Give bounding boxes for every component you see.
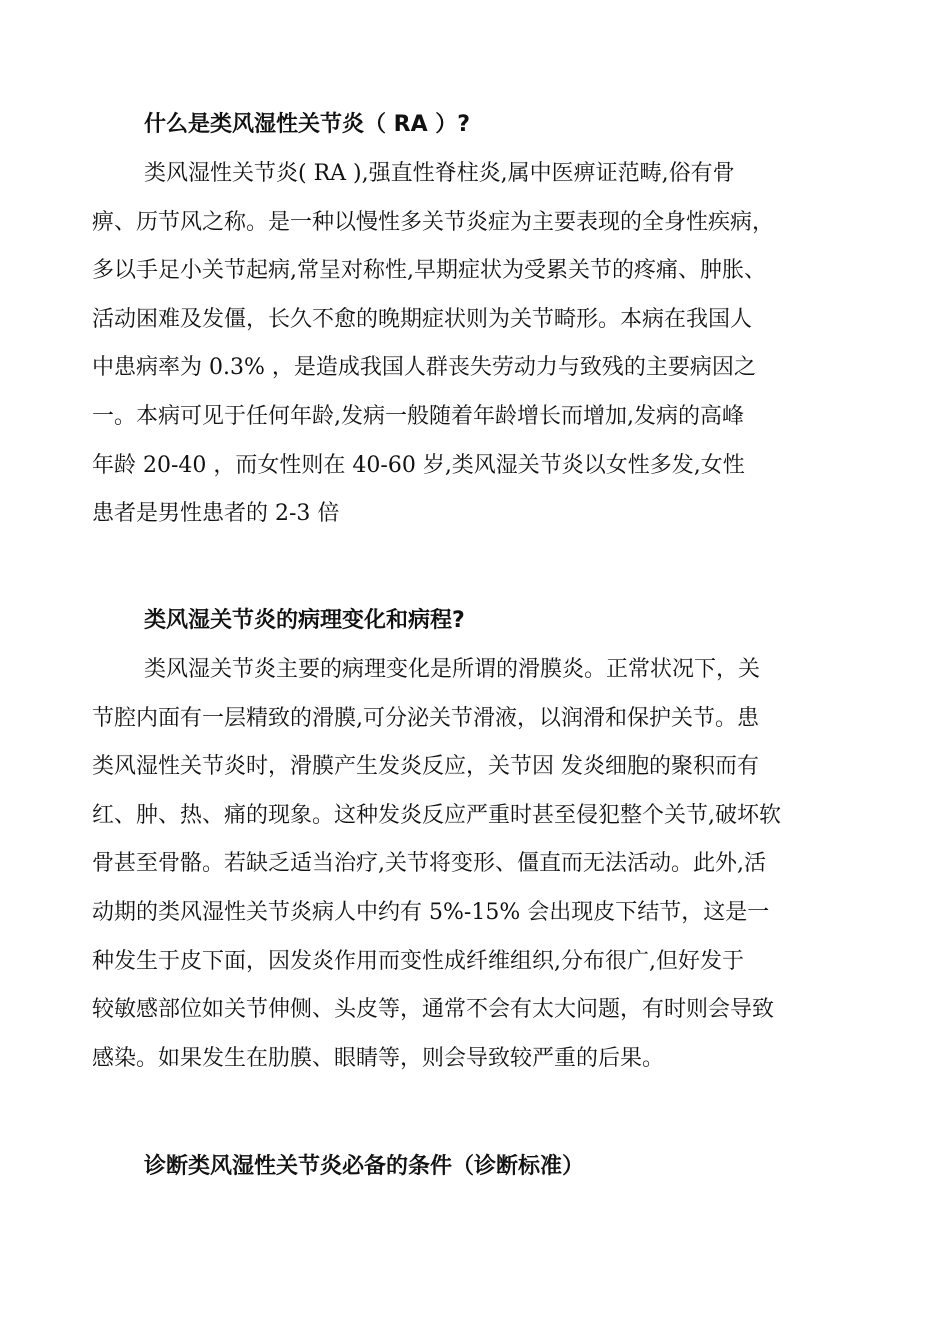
paragraph-line: 较敏感部位如关节伸侧、头皮等，通常不会有太大问题，有时则会导致 (92, 997, 775, 1023)
section-heading-diagnosis-criteria: 诊断类风湿性关节炎必备的条件（诊断标准） (144, 1154, 585, 1179)
paragraph-line: 患者是男性患者的 2-3 倍 (92, 501, 340, 527)
section-heading-pathology: 类风湿关节炎的病理变化和病程? (144, 608, 465, 633)
paragraph-ra-definition (92, 150, 862, 539)
paragraph-line: 动期的类风湿性关节炎病人中约有 5%-15% 会出现皮下结节，这是一 (92, 899, 770, 925)
paragraph-line: 一。本病可见于任何年龄,发病一般随着年龄增长而增加,发病的高峰 (92, 403, 744, 429)
paragraph-line: 年龄 20-40 ，而女性则在 40-60 岁,类风湿关节炎以女性多发,女性 (92, 452, 745, 478)
paragraph-line: 中患病率为 0.3% ，是造成我国人群丧失劳动力与致残的主要病因之 (92, 355, 756, 381)
paragraph-line: 多以手足小关节起病,常呈对称性,早期症状为受累关节的疼痛、肿胀、 (92, 258, 766, 284)
paragraph-line: 种发生于皮下面，因发炎作用而变性成纤维组织,分布很广,但好发于 (92, 948, 744, 974)
paragraph-line: 骨甚至骨骼。若缺乏适当治疗,关节将变形、僵直而无法活动。此外,活 (92, 851, 766, 877)
paragraph-line: 类风湿性关节炎时，滑膜产生发炎反应，关节因 发炎细胞的聚积而有 (92, 754, 759, 780)
paragraph-pathology (92, 646, 862, 1083)
paragraph-line: 感染。如果发生在肋膜、眼睛等，则会导致较严重的后果。 (92, 1045, 665, 1071)
paragraph-line: 痹、历节风之称。是一种以慢性多关节炎症为主要表现的全身性疾病， (92, 209, 775, 235)
paragraph-line: 红、肿、热、痛的现象。这种发炎反应严重时甚至侵犯整个关节,破坏软 (92, 802, 781, 828)
paragraph-line: 类风湿性关节炎( RA ),强直性脊柱炎,属中医痹证范畴,俗有骨 (144, 161, 735, 186)
section-heading-ra-definition: 什么是类风湿性关节炎（ RA ）? (144, 112, 471, 137)
paragraph-line: 节腔内面有一层精致的滑膜,可分泌关节滑液，以润滑和保护关节。患 (92, 705, 759, 731)
paragraph-line: 活动困难及发僵，长久不愈的晚期症状则为关节畸形。本病在我国人 (92, 306, 753, 332)
paragraph-line: 类风湿关节炎主要的病理变化是所谓的滑膜炎。正常状况下，关 (144, 657, 761, 682)
